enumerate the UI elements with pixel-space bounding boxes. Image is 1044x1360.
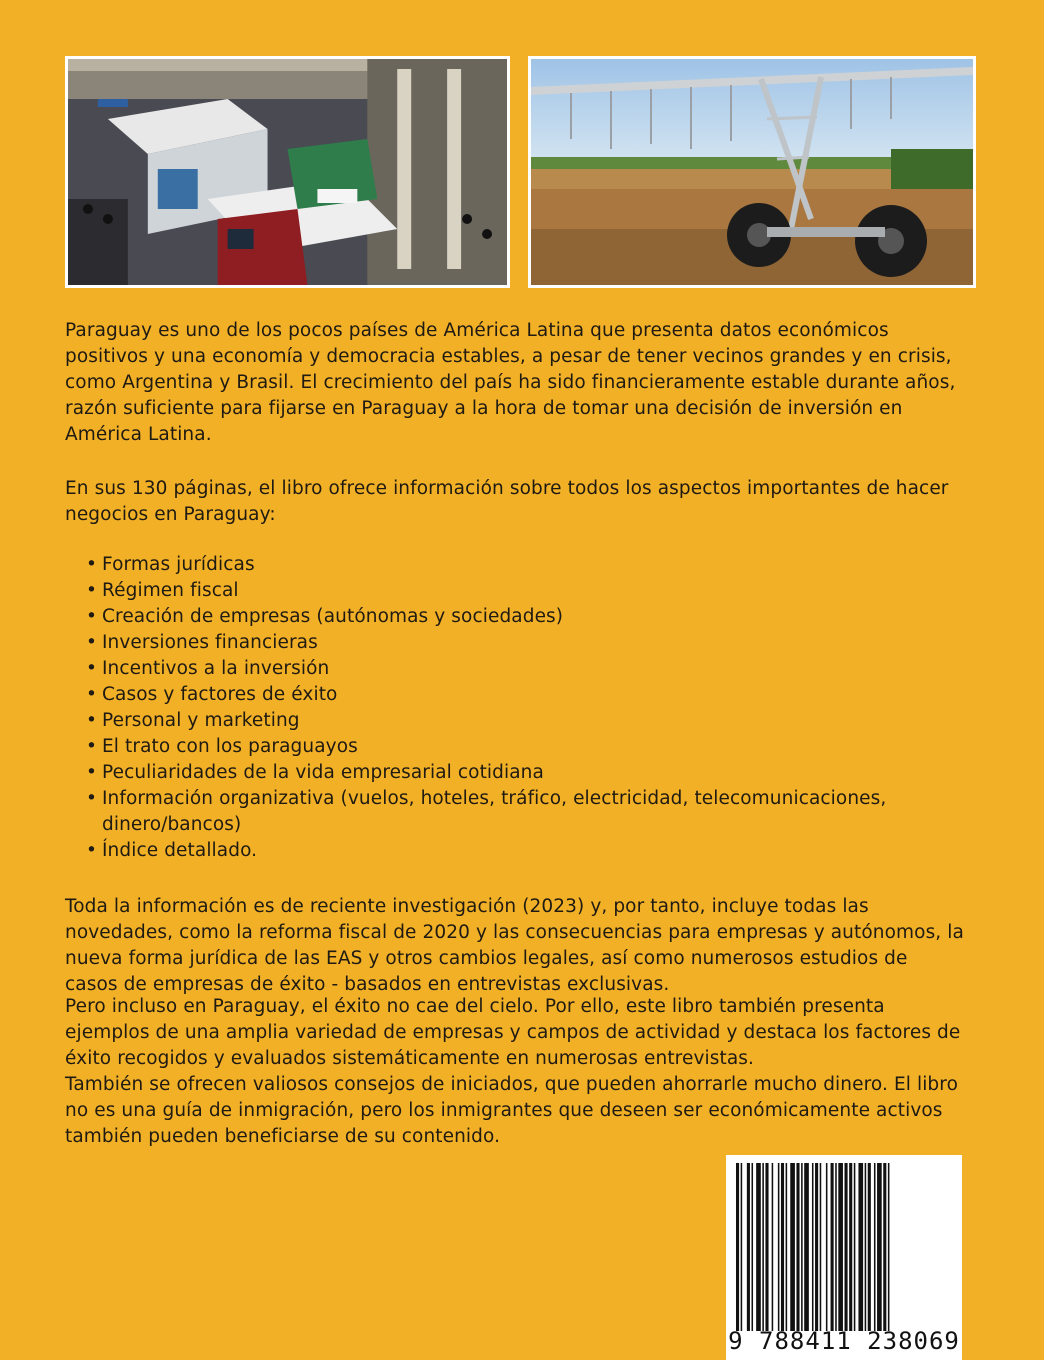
- barcode-bar: [752, 1163, 754, 1331]
- barcode-bar: [820, 1163, 822, 1331]
- barcode-bar: [835, 1163, 837, 1331]
- list-item: • Personal y marketing: [86, 708, 946, 734]
- list-item: • Creación de empresas (autónomas y sociedades): [86, 604, 946, 630]
- barcode-bar: [858, 1163, 863, 1331]
- list-item: • El trato con los paraguayos: [86, 734, 946, 760]
- list-item: • Peculiaridades de la vida empresarial cotidiana: [86, 760, 946, 786]
- barcode-bar: [778, 1163, 780, 1331]
- barcode-bar: [765, 1163, 768, 1331]
- research-paragraph: Toda la información es de reciente investigación (2023) y, por tanto, incluye todas las novedades, como la reforma fiscal de 2020 y las consecuencias para empresas y autónomos, la nueva forma jurídica de las EAS y otros cambios legales, así como numerosos estudios de casos de empresas de éxito - basados en entrevistas exclusivas.: [65, 896, 964, 995]
- barcode-bar: [747, 1163, 750, 1331]
- barcode-bar: [756, 1163, 761, 1331]
- list-item: • Incentivos a la inversión: [86, 656, 946, 682]
- barcode-bar: [883, 1163, 886, 1331]
- barcode-bar: [804, 1163, 809, 1331]
- barcode-bar: [762, 1163, 764, 1331]
- barcode-bar: [838, 1163, 843, 1331]
- barcode-bar: [849, 1163, 852, 1331]
- barcode-bar: [826, 1163, 828, 1331]
- list-item: • Formas jurídicas: [86, 552, 946, 578]
- isbn-barcode-icon: [734, 1163, 954, 1331]
- barcode-digits: 9 788411 238069: [728, 1327, 960, 1355]
- list-item: • Información organizativa (vuelos, hoteles, tráfico, electricidad, telecomunicaciones, dinero/bancos): [86, 786, 946, 838]
- irrigation-field-photo: [528, 56, 976, 288]
- success-paragraph: Pero incluso en Paraguay, el éxito no cae del cielo. Por ello, este libro también presenta ejemplos de una amplia variedad de empresas y campos de actividad y destaca los factores de éxito recogidos y evaluados sistemáticamente en numerosas entrevistas.: [65, 996, 961, 1069]
- barcode-bar: [796, 1163, 799, 1331]
- irrigation-illustration: [531, 59, 973, 285]
- trade-fair-illustration: [68, 59, 507, 285]
- list-item: • Inversiones financieras: [86, 630, 946, 656]
- barcode-bar: [865, 1163, 867, 1331]
- barcode-bar: [815, 1163, 818, 1331]
- barcode-bar: [812, 1163, 814, 1331]
- list-item: • Régimen fiscal: [86, 578, 946, 604]
- trade-fair-photo: [65, 56, 510, 288]
- barcode-bar: [877, 1163, 882, 1331]
- barcode-bar: [786, 1163, 788, 1331]
- barcode-bar: [868, 1163, 871, 1331]
- barcode-bar: [801, 1163, 803, 1331]
- barcode-bar: [741, 1163, 743, 1331]
- barcode-bar: [874, 1163, 876, 1331]
- barcode-bar: [888, 1163, 890, 1331]
- barcode-bar: [845, 1163, 848, 1331]
- barcode-bar: [854, 1163, 856, 1331]
- list-item: • Casos y factores de éxito: [86, 682, 946, 708]
- barcode-bar: [781, 1163, 784, 1331]
- barcode-bar: [736, 1163, 739, 1331]
- barcode-bar: [790, 1163, 795, 1331]
- contents-intro-paragraph: En sus 130 páginas, el libro ofrece información sobre todos los aspectos importantes de hacer negocios en Paraguay:: [65, 478, 949, 525]
- barcode-bar: [831, 1163, 834, 1331]
- intro-paragraph: Paraguay es uno de los pocos países de América Latina que presenta datos económicos positivos y una economía y democracia estables, a pesar de tener vecinos grandes y en crisis, como Argentina y Brasil. El crecimiento del país ha sido financieramente estable durante años, razón suficiente para fijarse en Paraguay a la hora de tomar una decisión de inversión en América Latina.: [65, 320, 956, 445]
- advice-paragraph: También se ofrecen valiosos consejos de iniciados, que pueden ahorrarle mucho dinero. El libro no es una guía de inmigración, pero los inmigrantes que deseen ser económicamente activos también pueden beneficiarse de su contenido.: [65, 1074, 958, 1147]
- list-item: • Índice detallado.: [86, 838, 946, 864]
- topics-list: [86, 552, 946, 864]
- barcode-bar: [772, 1163, 774, 1331]
